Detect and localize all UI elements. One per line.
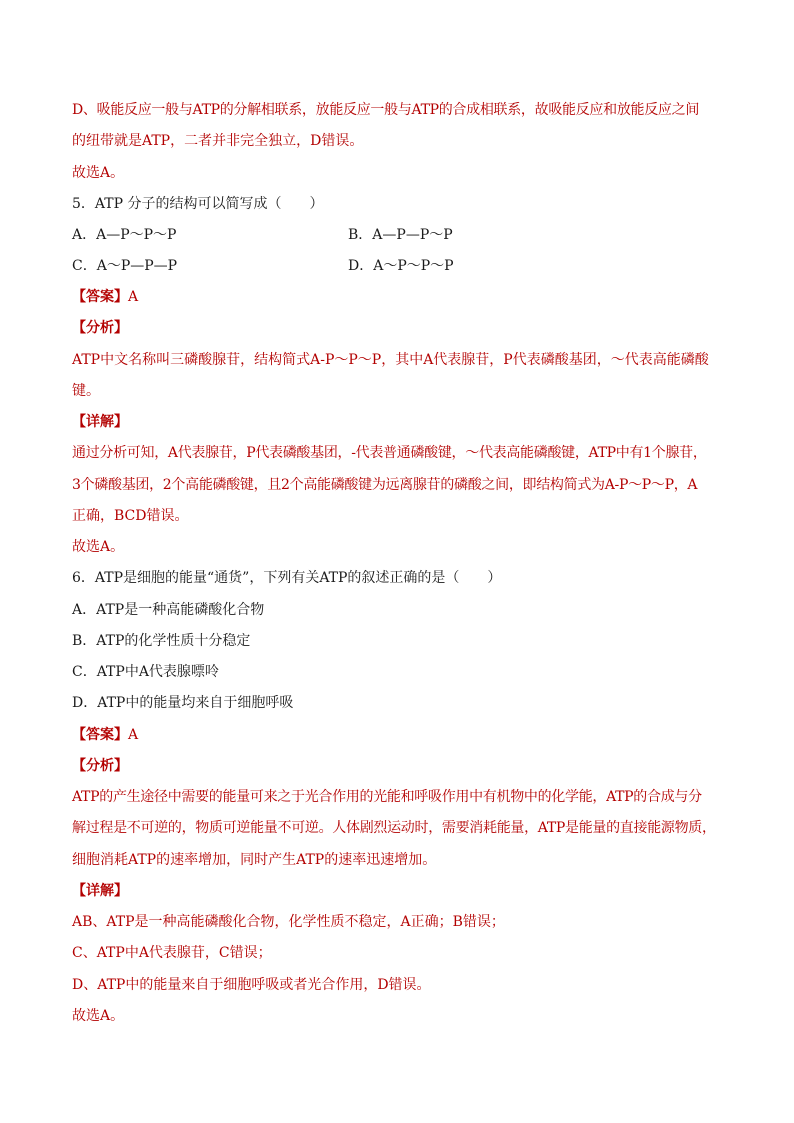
q5-answer (72, 287, 138, 307)
prev-conclusion: 故选A。 (72, 165, 125, 181)
q6-analysis-line-1: ATP的产生途径中需要的能量可来之于光合作用的光能和呼吸作用中有机物中的化学能，ATP的合成与分 (72, 789, 702, 805)
q5-answer-tag: 【答案】 (72, 289, 128, 305)
q5-detail-line-2: 3个磷酸基团，2个高能磷酸键，且2个高能磷酸键为远离腺苷的磷酸之间，即结构简式为A-P～P～P，A (72, 477, 698, 493)
q6-conclusion: 故选A。 (72, 1008, 125, 1024)
q5-analysis-line-1: ATP中文名称叫三磷酸腺苷，结构简式A-P～P～P，其中A代表腺苷，P代表磷酸基团，～代表高能磷酸 (72, 352, 709, 368)
q5-option-d: D．A～P～P～P (348, 258, 454, 274)
q6-option-d: D．ATP中的能量均来自于细胞呼吸 (72, 695, 294, 711)
prev-explanation-line-2: 的纽带就是ATP，二者并非完全独立，D错误。 (72, 133, 364, 149)
q6-stem: 6．ATP是细胞的能量“通货”，下列有关ATP的叙述正确的是（ ） (72, 570, 502, 586)
q6-analysis-line-2: 解过程是不可逆的，物质可逆能量不可逆。人体剧烈运动时，需要消耗能量，ATP是能量的直接能源物质， (72, 820, 716, 836)
q6-option-a: A．ATP是一种高能磷酸化合物 (72, 602, 265, 618)
q6-detail-tag: 【详解】 (72, 883, 128, 899)
q5-stem: 5．ATP 分子的结构可以简写成（ ） (72, 196, 324, 212)
q6-option-b: B．ATP的化学性质十分稳定 (72, 633, 251, 649)
q5-detail-line-3: 正确，BCD错误。 (72, 508, 189, 524)
q5-conclusion: 故选A。 (72, 539, 125, 555)
prev-explanation-line-1: D、吸能反应一般与ATP的分解相联系，放能反应一般与ATP的合成相联系，故吸能反应和放能反应之间 (72, 102, 700, 118)
q5-answer-value: A (128, 289, 139, 305)
q6-detail-line-2: C、ATP中A代表腺苷，C错误； (72, 945, 272, 961)
q6-answer-tag: 【答案】 (72, 727, 128, 743)
q6-analysis-tag: 【分析】 (72, 758, 128, 774)
q5-option-c: C．A～P—P—P (72, 258, 178, 274)
q6-option-c: C．ATP中A代表腺嘌呤 (72, 664, 219, 680)
q6-detail-line-1: AB、ATP是一种高能磷酸化合物，化学性质不稳定，A正确；B错误； (72, 914, 505, 930)
q5-analysis-line-2: 键。 (72, 383, 100, 399)
q5-detail-line-1: 通过分析可知，A代表腺苷，P代表磷酸基团，-代表普通磷酸键，～代表高能磷酸键，ATP中有1个腺苷， (72, 445, 707, 461)
q5-option-a: A．A—P～P～P (72, 227, 177, 243)
q5-detail-tag: 【详解】 (72, 414, 128, 430)
q6-answer (72, 725, 138, 745)
q5-option-b: B．A—P—P～P (348, 227, 453, 243)
q5-analysis-tag: 【分析】 (72, 320, 128, 336)
q6-analysis-line-3: 细胞消耗ATP的速率增加，同时产生ATP的速率迅速增加。 (72, 852, 437, 868)
q6-answer-value: A (128, 727, 139, 743)
q6-detail-line-3: D、ATP中的能量来自于细胞呼吸或者光合作用，D错误。 (72, 977, 431, 993)
